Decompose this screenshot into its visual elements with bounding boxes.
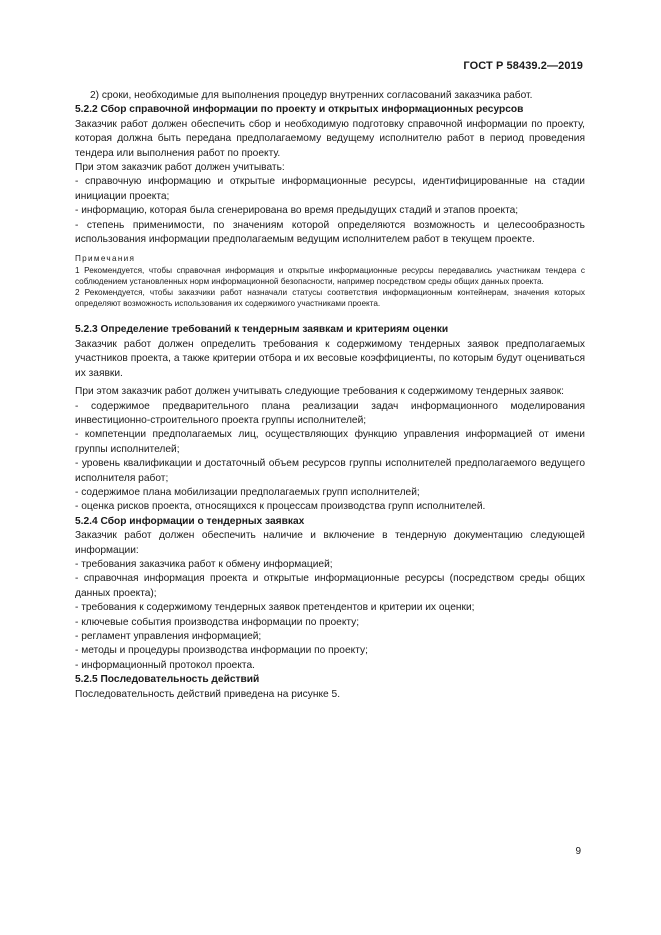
list-item: - методы и процедуры производства информации по проекту; (75, 645, 368, 657)
page-body (75, 89, 585, 702)
list-item: - содержимое предварительного плана реализации задач информационного моделирования инвестиционно-строительного проекта группы исполнителей; (75, 400, 585, 426)
paragraph: Заказчик работ должен обеспечить сбор и необходимую подготовку справочной информации по проекту, которая должна быть передана предполагаемому ведущему исполнителю работ в период проведения тендера или выполнения работ по проекту. (75, 118, 585, 159)
paragraph: При этом заказчик работ должен учитывать следующие требования к содержимому тендерных заявок: (75, 386, 564, 398)
paragraph: Последовательность действий приведена на рисунке 5. (75, 688, 341, 700)
paragraph: При этом заказчик работ должен учитывать: (75, 162, 285, 174)
list-item: - справочная информация проекта и открытые информационные ресурсы (посредством среды общих данных проекта); (75, 573, 585, 599)
list-item: - информацию, которая была сгенерирована во время предыдущих стадий и этапов проекта; (75, 205, 519, 217)
list-item: - справочную информацию и открытые информационные ресурсы, идентифицированные на стадии инициации проекта; (75, 176, 585, 202)
paragraph: Заказчик работ должен определить требования к содержимому тендерных заявок предполагаемых участников проекта, а также критерии отбора и их весовые коэффициенты, по которым будут оцениваться их заявки. (75, 338, 585, 379)
list-item: - компетенции предполагаемых лиц, осуществляющих функцию управления информацией от имени группы исполнителей; (75, 429, 585, 455)
list-item: - степень применимости, по значениям которой определяются возможность и целесообразность использования информации предполагаемым ведущим исполнителем работ в текущем проекте. (75, 219, 585, 246)
page-number: 9 (575, 846, 581, 857)
list-item: - регламент управления информацией; (75, 631, 262, 643)
list-item: - информационный протокол проекта. (75, 659, 255, 671)
list-item: - уровень квалификации и достаточный объем ресурсов группы исполнителей предполагаемого ведущего исполнителя работ; (75, 458, 585, 484)
section-heading: 5.2.5 Последовательность действий (75, 674, 260, 686)
section-heading: 5.2.2 Сбор справочной информации по проекту и открытых информационных ресурсов (75, 104, 524, 116)
list-item: - требования к содержимому тендерных заявок претендентов и критерии их оценки; (75, 602, 475, 614)
paragraph: Заказчик работ должен обеспечить наличие и включение в тендерную документацию следующей информации: (75, 530, 585, 556)
section-heading: 5.2.3 Определение требований к тендерным заявкам и критериям оценки (75, 324, 449, 336)
notes-block (75, 253, 585, 309)
list-item: 2) сроки, необходимые для выполнения процедур внутренних согласований заказчика работ. (90, 90, 533, 101)
list-item: - ключевые события производства информации по проекту; (75, 616, 360, 628)
note: 1 Рекомендуется, чтобы справочная информация и открытые информационные ресурсы передавались участникам тендера с соблюдением установленных норм информационной безопасности, например посредством среды общих данных проекта. (75, 265, 585, 286)
notes-title: Примечания (75, 254, 136, 264)
document-code: ГОСТ Р 58439.2—2019 (463, 60, 583, 72)
list-item: - содержимое плана мобилизации предполагаемых групп исполнителей; (75, 486, 420, 498)
section-heading: 5.2.4 Сбор информации о тендерных заявках (75, 515, 305, 527)
list-item: - требования заказчика работ к обмену информацией; (75, 558, 333, 570)
note: 2 Рекомендуется, чтобы заказчики работ назначали статусы соответствия информационным контейнерам, значения которых определяют возможность использования их содержимого участниками проекта. (75, 288, 585, 309)
list-item: - оценка рисков проекта, относящихся к процессам производства групп исполнителей. (75, 501, 486, 513)
